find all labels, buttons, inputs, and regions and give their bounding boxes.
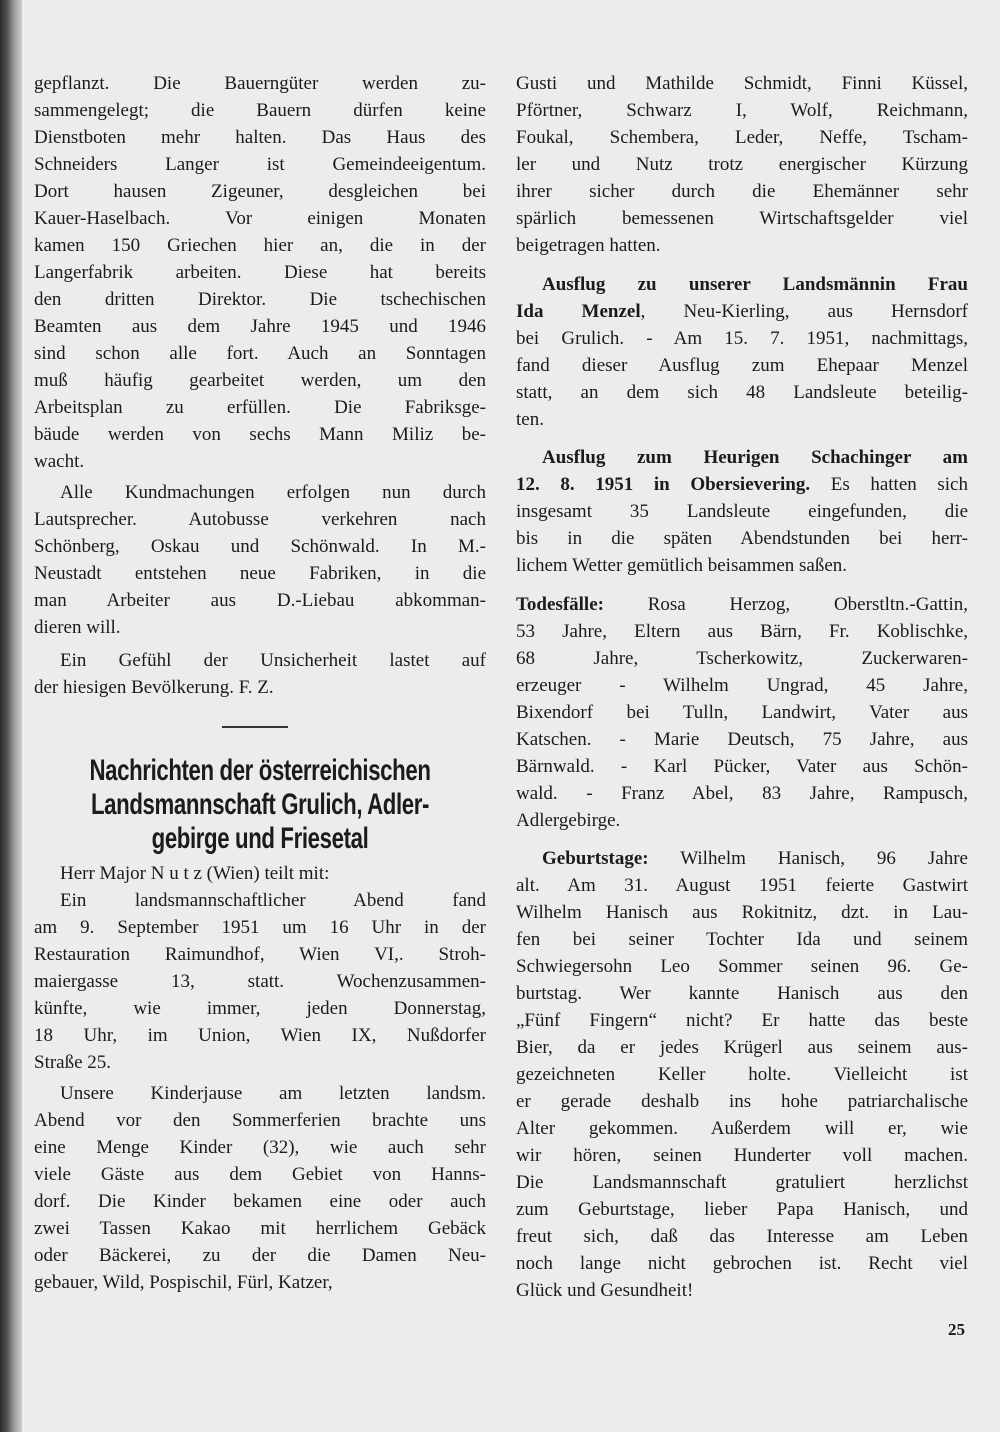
text-line: gebauer, Wild, Pospischil, Fürl, Katzer, xyxy=(34,1272,333,1293)
text-line: bäude werden von sechs Mann Miliz be- xyxy=(34,424,486,445)
text-line: 68 Jahre, Tscherkowitz, Zuckerwaren- xyxy=(516,648,968,669)
text-line: Beamten aus dem Jahre 1945 und 1946 xyxy=(34,316,486,337)
paragraph xyxy=(34,1080,486,1296)
text-line: Gusti und Mathilde Schmidt, Finni Küssel, xyxy=(516,73,968,94)
paragraph xyxy=(516,70,968,259)
text-line: Restauration Raimundhof, Wien VI,. Stroh- xyxy=(34,944,486,965)
text-line: Ausflug zum Heurigen Schachinger am xyxy=(542,447,968,468)
page-number: 25 xyxy=(948,1320,965,1339)
heading-line: Nachrichten der österreichischen xyxy=(89,754,431,787)
text-line: sind schon alle fort. Auch an Sonntagen xyxy=(34,343,486,364)
text-line: Bärnwald. - Karl Pücker, Vater aus Schön- xyxy=(516,756,968,777)
text-line: Straße 25. xyxy=(34,1052,112,1073)
text-line: „Fünf Fingern“ nicht? Er hatte das beste xyxy=(516,1010,968,1031)
text-line: Schneiders Langer ist Gemeindeeigentum. xyxy=(34,154,486,175)
paragraph xyxy=(516,271,968,433)
text-line: erzeuger - Wilhelm Ungrad, 45 Jahre, xyxy=(516,675,968,696)
text-line: Pförtner, Schwarz I, Wolf, Reichmann, xyxy=(516,100,968,121)
text-line: Wilhelm Hanisch aus Rokitnitz, dzt. in Lau- xyxy=(516,902,968,923)
text-line: Glück und Gesundheit! xyxy=(516,1280,694,1301)
paragraph xyxy=(34,860,486,887)
text-line: Alle Kundmachungen erfolgen nun durch xyxy=(60,482,486,503)
text-line: Ida Menzel, Neu-Kierling, aus Hernsdorf xyxy=(516,301,968,322)
text-line: bei Grulich. - Am 15. 7. 1951, nachmittags, xyxy=(516,328,968,349)
text-line: fen bei seiner Tochter Ida und seinem xyxy=(516,929,968,950)
text-line: insgesamt 35 Landsleute eingefunden, die xyxy=(516,501,968,522)
text-line: künfte, wie immer, jeden Donnerstag, xyxy=(34,998,486,1019)
text-line: 53 Jahre, Eltern aus Bärn, Fr. Koblischke, xyxy=(516,621,968,642)
text-line: den dritten Direktor. Die tschechischen xyxy=(34,289,486,310)
text-line: am 9. September 1951 um 16 Uhr in der xyxy=(34,917,486,938)
text-line: Schwiegersohn Leo Sommer seinen 96. Ge- xyxy=(516,956,968,977)
text-line: Foukal, Schembera, Leder, Neffe, Tscham- xyxy=(516,127,968,148)
text-line: zwei Tassen Kakao mit herrlichem Gebäck xyxy=(34,1218,486,1239)
text-line: eine Menge Kinder (32), wie auch sehr xyxy=(34,1137,486,1158)
paragraph xyxy=(516,444,968,579)
text-line: bis in die späten Abendstunden bei herr- xyxy=(516,528,968,549)
text-line: Katschen. - Marie Deutsch, 75 Jahre, aus xyxy=(516,729,968,750)
text-line: ihrer sicher durch die Ehemänner sehr xyxy=(516,181,968,202)
heading-line: Landsmannschaft Grulich, Adler- xyxy=(90,788,430,821)
text-line: wir hören, seinen Hunderter voll machen. xyxy=(516,1145,968,1166)
text-line: Todesfälle: Rosa Herzog, Oberstltn.-Gattin, xyxy=(516,594,968,615)
text-line: 18 Uhr, im Union, Wien IX, Nußdorfer xyxy=(34,1025,486,1046)
text-line: Dort hausen Zigeuner, desgleichen bei xyxy=(34,181,486,202)
text-line: Herr Major N u t z (Wien) teilt mit: xyxy=(60,863,330,884)
book-binding-shadow xyxy=(0,0,22,1432)
text-line: Ein landsmannschaftlicher Abend fand xyxy=(60,890,486,911)
text-line: oder Bäckerei, zu der die Damen Neu- xyxy=(34,1245,486,1266)
text-line: Abend vor den Sommerferien brachte uns xyxy=(34,1110,486,1131)
text-line: beigetragen hatten. xyxy=(516,235,661,256)
section-heading xyxy=(38,754,482,856)
heading-line: gebirge und Friesetal xyxy=(151,822,369,855)
text-line: der hiesigen Bevölkerung. F. Z. xyxy=(34,677,274,698)
text-line: Arbeitsplan zu erfüllen. Die Fabriksge- xyxy=(34,397,486,418)
text-line: muß häufig gearbeitet werden, um den xyxy=(34,370,486,391)
text-line: er gerade deshalb ins hohe patriarchalische xyxy=(516,1091,968,1112)
text-line: noch lange nicht gebrochen ist. Recht viel xyxy=(516,1253,968,1274)
text-line: Lautsprecher. Autobusse verkehren nach xyxy=(34,509,486,530)
text-line: Langerfabrik arbeiten. Diese hat bereits xyxy=(34,262,486,283)
text-line: 12. 8. 1951 in Obersievering. Es hatten sich xyxy=(516,474,968,495)
text-line: ler und Nutz trotz energischer Kürzung xyxy=(516,154,968,175)
text-line: dieren will. xyxy=(34,617,121,638)
text-line: Bixendorf bei Tulln, Landwirt, Vater aus xyxy=(516,702,968,723)
text-line: man Arbeiter aus D.-Liebau abkomman- xyxy=(34,590,486,611)
text-line: Ein Gefühl der Unsicherheit lastet auf xyxy=(60,650,486,671)
text-line: Kauer-Haselbach. Vor einigen Monaten xyxy=(34,208,486,229)
text-line: Geburtstage: Wilhelm Hanisch, 96 Jahre xyxy=(542,848,968,869)
text-line: maiergasse 13, statt. Wochenzusammen- xyxy=(34,971,486,992)
text-line: Dienstboten mehr halten. Das Haus des xyxy=(34,127,486,148)
text-line: burtstag. Wer kannte Hanisch aus den xyxy=(516,983,968,1004)
text-line: wacht. xyxy=(34,451,85,472)
text-line: alt. Am 31. August 1951 feierte Gastwirt xyxy=(516,875,968,896)
text-line: statt, an dem sich 48 Landsleute beteilig- xyxy=(516,382,968,403)
text-line: wald. - Franz Abel, 83 Jahre, Rampusch, xyxy=(516,783,968,804)
paragraph xyxy=(34,647,486,701)
text-line: Die Landsmannschaft gratuliert herzlichst xyxy=(516,1172,968,1193)
text-line: Alter gekommen. Außerdem will er, wie xyxy=(516,1118,968,1139)
text-line: lichem Wetter gemütlich beisammen saßen. xyxy=(516,555,848,576)
text-line: Adlergebirge. xyxy=(516,810,621,831)
text-line: Neustadt entstehen neue Fabriken, in die xyxy=(34,563,486,584)
section-divider xyxy=(222,726,288,728)
text-line: ten. xyxy=(516,409,544,430)
text-line: spärlich bemessenen Wirtschaftsgelder viel xyxy=(516,208,968,229)
text-line: zum Geburtstage, lieber Papa Hanisch, und xyxy=(516,1199,968,1220)
text-line: Unsere Kinderjause am letzten landsm. xyxy=(60,1083,486,1104)
paragraph xyxy=(34,70,486,475)
paragraph xyxy=(516,845,968,1304)
text-line: kamen 150 Griechen hier an, die in der xyxy=(34,235,486,256)
text-line: Bier, da er jedes Krügerl aus seinem aus- xyxy=(516,1037,968,1058)
text-line: sammengelegt; die Bauern dürfen keine xyxy=(34,100,486,121)
text-line: freut sich, daß das Interesse am Leben xyxy=(516,1226,968,1247)
text-line: fand dieser Ausflug zum Ehepaar Menzel xyxy=(516,355,968,376)
paragraph xyxy=(516,591,968,834)
paragraph xyxy=(34,479,486,641)
text-line: Schönberg, Oskau und Schönwald. In M.- xyxy=(34,536,486,557)
text-line: gepflanzt. Die Bauerngüter werden zu- xyxy=(34,73,486,94)
text-line: Ausflug zu unserer Landsmännin Frau xyxy=(542,274,968,295)
paragraph xyxy=(34,887,486,1076)
text-line: gezeichneten Keller holte. Vielleicht ist xyxy=(516,1064,968,1085)
text-line: dorf. Die Kinder bekamen eine oder auch xyxy=(34,1191,486,1212)
text-line: viele Gäste aus dem Gebiet von Hanns- xyxy=(34,1164,486,1185)
